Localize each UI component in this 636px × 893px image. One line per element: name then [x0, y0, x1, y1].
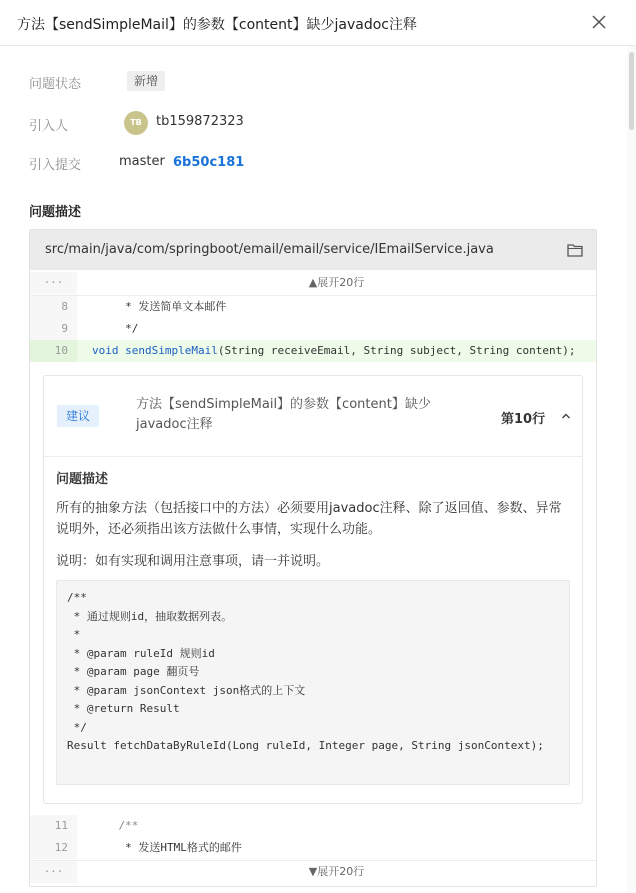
example-code-block: /** * 通过规则id，抽取数据列表。 * * @param ruleId 规则id * @param page 翻页号 * @param jsonContext json格式的上下文 * @return Result */ Result fetchDataByRuleId(Long ruleId, Integer page, String jsonContext); — [56, 580, 570, 785]
expand-row-bottom — [30, 861, 596, 883]
issue-note: 说明：如有实现和调用注意事项，请一并说明。 — [56, 554, 330, 569]
dialog-title: 方法【sendSimpleMail】的参数【content】缺少javadoc注释 — [17, 17, 417, 33]
scrollbar-thumb[interactable] — [629, 52, 634, 130]
commit-hash-link[interactable]: 6b50c181 — [173, 155, 245, 170]
issue-card — [43, 375, 583, 804]
line-number: 10 — [30, 340, 77, 362]
issue-description: 所有的抽象方法（包括接口中的方法）必须要用javadoc注释、除了返回值、参数、异常说明外，还必须指出该方法做什么事情，实现什么功能。 — [56, 501, 562, 537]
code-text: /** — [92, 819, 139, 832]
code-text — [92, 340, 575, 362]
line-number: 12 — [30, 837, 77, 859]
status-label: 问题状态 — [29, 77, 82, 92]
scrollbar[interactable] — [627, 46, 636, 893]
code-line — [30, 837, 596, 859]
description-title: 问题描述 — [29, 205, 82, 220]
line-number: 9 — [30, 318, 77, 340]
code-line — [30, 815, 596, 837]
introducer-label: 引入人 — [29, 119, 69, 134]
file-header — [30, 230, 596, 270]
code-snippet-panel — [29, 229, 597, 887]
line-reference: 第10行 — [501, 412, 546, 427]
code-line — [30, 318, 596, 340]
expand-top-button[interactable]: ▲展开20行 — [308, 276, 365, 289]
keyword: void — [92, 344, 119, 357]
avatar: TB — [124, 111, 148, 135]
dialog-header — [0, 0, 636, 46]
line-number: 11 — [30, 815, 77, 837]
ellipsis-gutter: ··· — [30, 272, 77, 294]
commit-label: 引入提交 — [29, 158, 82, 173]
issue-card-header[interactable] — [44, 376, 582, 457]
method-params: (String receiveEmail, String subject, String content); — [217, 344, 576, 357]
highlighted-code-line — [30, 340, 596, 362]
issue-body-title: 问题描述 — [56, 472, 109, 487]
issue-title: 方法【sendSimpleMail】的参数【content】缺少javadoc注释 — [136, 397, 431, 432]
branch-name: master — [119, 154, 165, 169]
expand-row-top — [30, 272, 596, 294]
code-text: * 发送简单文本邮件 — [92, 300, 227, 313]
file-path: src/main/java/com/springboot/email/email/service/IEmailService.java — [45, 242, 494, 257]
folder-icon[interactable] — [567, 243, 583, 257]
code-text: * 发送HTML格式的邮件 — [92, 841, 242, 854]
code-line — [30, 296, 596, 318]
chevron-up-icon[interactable] — [561, 412, 571, 420]
method-name: sendSimpleMail — [125, 344, 218, 357]
severity-tag: 建议 — [57, 405, 99, 427]
introducer-name: tb159872323 — [156, 114, 244, 129]
close-icon[interactable] — [590, 13, 608, 31]
line-number: 8 — [30, 296, 77, 318]
status-badge: 新增 — [127, 71, 165, 91]
code-text: */ — [92, 322, 139, 335]
ellipsis-gutter: ··· — [30, 861, 77, 883]
expand-bottom-button[interactable]: ▼展开20行 — [308, 865, 365, 878]
